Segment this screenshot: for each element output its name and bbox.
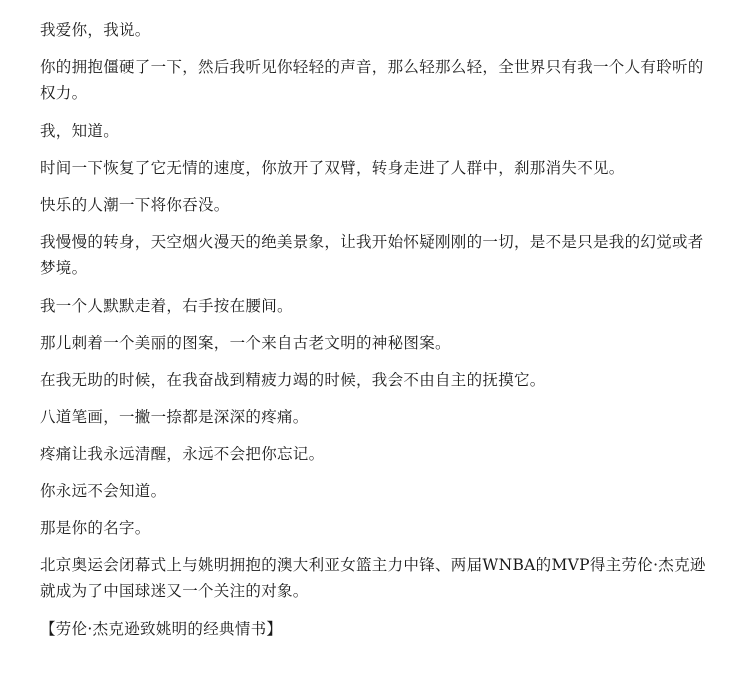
paragraph: 八道笔画，一撇一捺都是深深的疼痛。 xyxy=(40,408,309,426)
paragraph: 你的拥抱僵硬了一下，然后我听见你轻轻的声音，那么轻那么轻，全世界只有我一个人有聆听的权力。 xyxy=(40,58,704,102)
paragraph: 疼痛让我永远清醒，永远不会把你忘记。 xyxy=(40,445,325,463)
paragraph: 那儿刺着一个美丽的图案，一个来自古老文明的神秘图案。 xyxy=(40,334,451,352)
paragraph: 时间一下恢复了它无情的速度，你放开了双臂，转身走进了人群中，刹那消失不见。 xyxy=(40,159,625,177)
paragraph: 我慢慢的转身，天空烟火漫天的绝美景象，让我开始怀疑刚刚的一切，是不是只是我的幻觉或者梦境。 xyxy=(40,233,704,277)
paragraph: 你永远不会知道。 xyxy=(40,482,167,500)
paragraph: 我一个人默默走着，右手按在腰间。 xyxy=(40,297,293,315)
paragraph: 我爱你，我说。 xyxy=(40,21,151,39)
paragraph: 那是你的名字。 xyxy=(40,519,151,537)
caption: 【劳伦·杰克逊致姚明的经典情书】 xyxy=(40,620,283,638)
paragraph: 快乐的人潮一下将你吞没。 xyxy=(40,196,230,214)
paragraph: 北京奥运会闭幕式上与姚明拥抱的澳大利亚女篮主力中锋、两届WNBA的MVP得主劳伦·杰克逊就成为了中国球迷又一个关注的对象。 xyxy=(40,556,706,600)
paragraph: 在我无助的时候，在我奋战到精疲力竭的时候，我会不由自主的抚摸它。 xyxy=(40,371,546,389)
paragraph: 我，知道。 xyxy=(40,122,120,140)
